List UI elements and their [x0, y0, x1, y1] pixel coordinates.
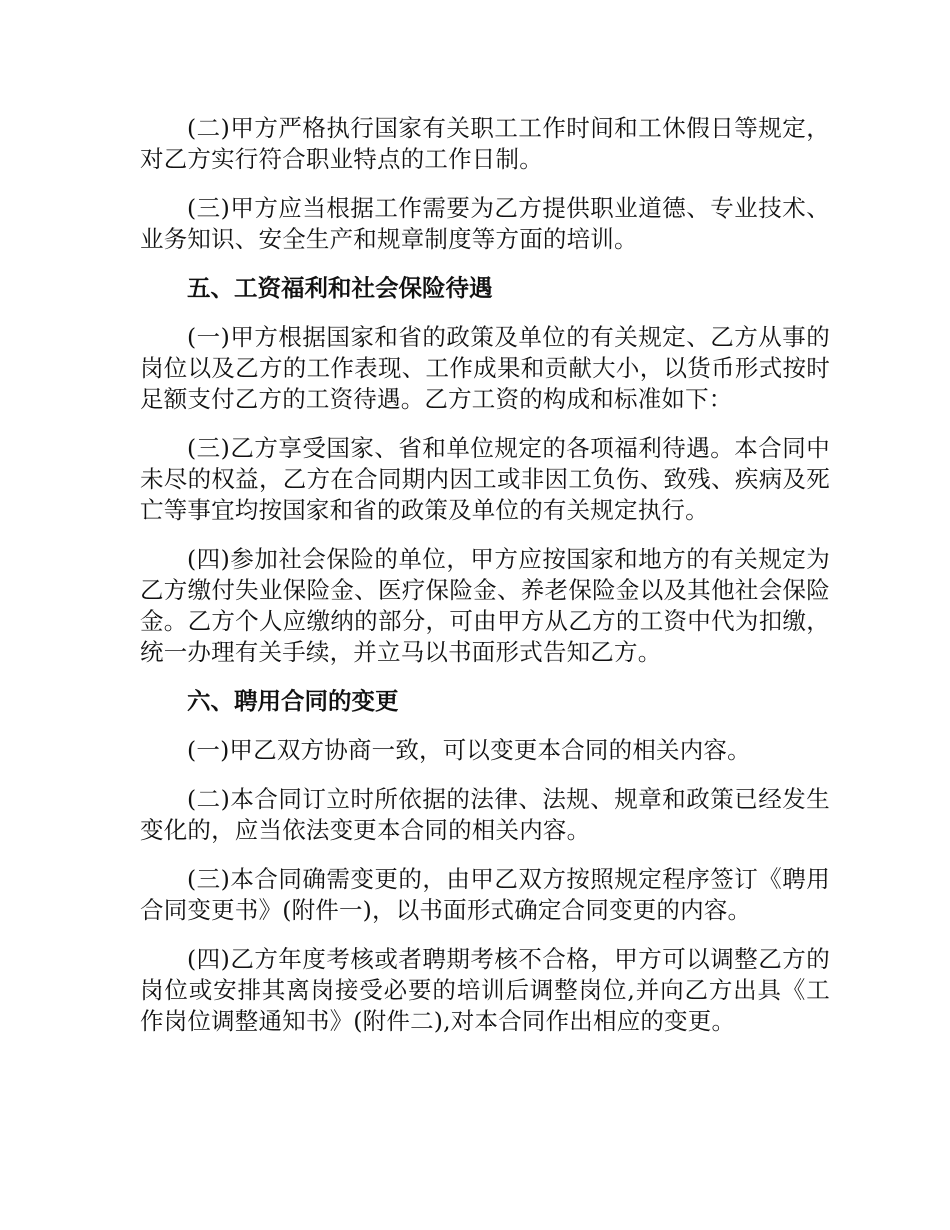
- paragraph-6-2: (二)本合同订立时所依据的法律、法规、规章和政策已经发生变化的，应当依法变更本合同的相关内容。: [140, 785, 830, 844]
- paragraph-6-4: (四)乙方年度考核或者聘期考核不合格，甲方可以调整乙方的岗位或安排其离岗接受必要的培训后调整岗位,并向乙方出具《工作岗位调整通知书》(附件二),对本合同作出相应的变更。: [140, 945, 830, 1035]
- paragraph-5-1: (一)甲方根据国家和省的政策及单位的有关规定、乙方从事的岗位以及乙方的工作表现、工作成果和贡献大小，以货币形式按时足额支付乙方的工资待遇。乙方工资的构成和标准如下：: [140, 323, 830, 413]
- section-heading-6: 六、聘用合同的变更: [187, 687, 399, 715]
- paragraph-5-4: (四)参加社会保险的单位，甲方应按国家和地方的有关规定为乙方缴付失业保险金、医疗保险金、养老保险金以及其他社会保险金。乙方个人应缴纳的部分，可由甲方从乙方的工资中代为扣缴，统一办理有关手续，并立马以书面形式告知乙方。: [140, 545, 830, 666]
- paragraph-2-2: (二)甲方严格执行国家有关职工工作时间和工休假日等规定，对乙方实行符合职业特点的工作日制。: [140, 114, 830, 173]
- paragraph-6-1: (一)甲乙双方协商一致，可以变更本合同的相关内容。: [187, 736, 751, 764]
- paragraph-5-3: (三)乙方享受国家、省和单位规定的各项福利待遇。本合同中未尽的权益，乙方在合同期内因工或非因工负伤、致残、疾病及死亡等事宜均按国家和省的政策及单位的有关规定执行。: [140, 434, 830, 524]
- paragraph-6-3: (三)本合同确需变更的，由甲乙双方按照规定程序签订《聘用合同变更书》(附件一)，以书面形式确定合同变更的内容。: [140, 865, 830, 924]
- paragraph-2-3: (三)甲方应当根据工作需要为乙方提供职业道德、专业技术、业务知识、安全生产和规章制度等方面的培训。: [140, 194, 830, 253]
- section-heading-5: 五、工资福利和社会保险待遇: [187, 274, 493, 302]
